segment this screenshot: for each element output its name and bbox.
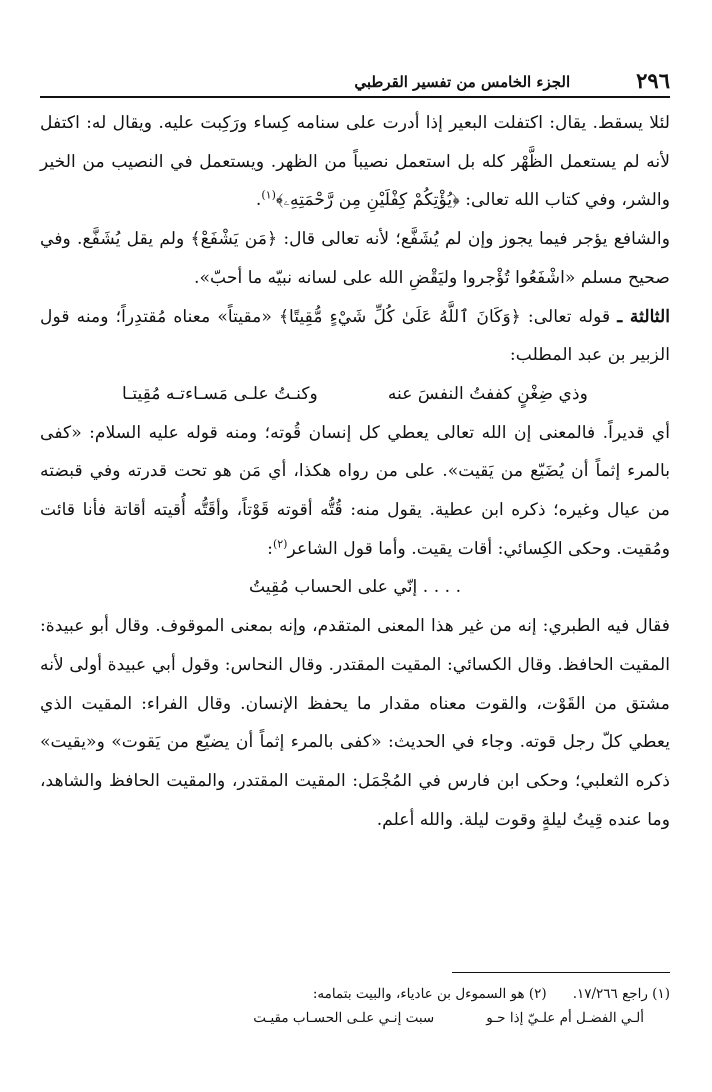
page-header (40, 64, 670, 98)
body-text (40, 104, 670, 839)
quran-quote-2: ﴿مَن يَشْفَعْ﴾ (190, 229, 278, 250)
paragraph-1-text: لئلا يسقط. يقال: اكتفلت البعير إذا أدرت على سنامه كِساء ورَكِبت عليه. ويقال له: اكتفل لأنه لم يستعمل الظَّهْر كله بل استعمل نصيباً من الظهر. ويستعمل في النصيب من الخير والشر، وفي كتاب الله تعالى: (40, 113, 670, 211)
quran-quote-1: ﴿يُؤْتِكُمْ كِفْلَيْنِ مِن رَّحْمَتِهِۦ﴾ (275, 190, 460, 211)
footnote-1: (١) راجع ١٧/٢٦٦. (572, 986, 670, 1002)
page-number: ٢٩٦ (636, 68, 670, 93)
paragraph-4 (40, 414, 670, 569)
paragraph-1-end: . (255, 190, 262, 211)
paragraph-1 (40, 104, 670, 220)
footnote-ref-1: (١) (261, 188, 276, 202)
footnote-ref-2: (٢) (272, 537, 288, 550)
footnote-2: (٢) هو السموءل بن عادياء، والبيت بتمامه: (312, 986, 547, 1002)
poetry-verse-1 (40, 375, 670, 414)
paragraph-2-text-a: والشافع يؤجر فيما يجوز وإن لم يُشَفَّع؛ لأنه تعالى قال: (283, 229, 670, 250)
paragraph-2-text-b: ولم يقل يُشَفَّع. وفي صحيح مسلم «اشْفَعُوا تُؤْجروا وليَقْضِ الله على لسانه نبيّه ما أحبّ». (40, 229, 670, 288)
footnote-verse-second: سبت إنـي علـى الحسـاب مقيـت (253, 1010, 435, 1026)
paragraph-4-end: : (267, 538, 273, 559)
verse-1-first-hemistich: وذي ضِغْنٍ كففتُ النفسَ عنه (387, 383, 588, 404)
footnotes (40, 982, 670, 1030)
footnote-verse (40, 1006, 670, 1030)
section-label-third: الثالثة ـ (617, 306, 670, 327)
footnote-verse-first: ألـي الفضـل أم علـيّ إذا حـو (486, 1010, 644, 1026)
paragraph-3 (40, 298, 670, 375)
footnote-row (40, 982, 670, 1006)
verse-1-second-hemistich: وكنـتُ علـى مَسـاءتـه مُقِيتـا (122, 383, 318, 404)
poetry-hemistich: . . . . إنّي على الحساب مُقِيتُ (248, 577, 462, 598)
paragraph-4-text: أي قديراً. فالمعنى إن الله تعالى يعطي كل إنسان قُوته؛ ومنه قوله عليه السلام: «كفى بالمرء إثماً أن يُضَيّع من يَقيت». على من رواه هكذا، أي مَن هو تحت قدرته وفي قبضته من عيال وغيره؛ ذكره ابن عطية. يقول منه: قُتُّه أقوته قَوْتاً، وأقَتُّه أُقيته أقاتة فأنا قائت ومُقيت. وحكى الكِسائي: أقات يقيت. وأما قول الشاعر (40, 422, 670, 559)
quran-quote-3: ﴿وَكَانَ ٱللَّهُ عَلَىٰ كُلِّ شَيْءٍ مُّقِيتًا﴾ (278, 306, 521, 327)
paragraph-3-text-b: «مقيتاً» معناه مُقتدِراً؛ ومنه قول الزبير بن عبد المطلب: (40, 306, 670, 366)
paragraph-5: فقال فيه الطبري: إنه من غير هذا المعنى المتقدم، وإنه بمعنى الموقوف. وقال أبو عبيدة: المقيت الحافظ. وقال الكسائي: المقيت المقتدر. وقال النحاس: وقول أبي عبيدة أولى لأنه مشتق من القَوْت، والقوت معناه مقدار ما يحفظ الإنسان. وقال الفراء: المقيت الذي يعطي كلّ رجل قوته. وجاء في الحديث: «كفى بالمرء إثماً أن يضيّع من يَقوت» و«يقيت» ذكره الثعلبي؛ وحكى ابن فارس في المُجْمَل: المقيت المقتدر، والمقيت الحافظ والشاهد، وما عنده قِيتُ ليلةٍ وقوت ليلة. والله أعلم. (40, 616, 670, 830)
paragraph-2 (40, 220, 670, 297)
footnote-divider (452, 972, 670, 973)
running-title: الجزء الخامس من تفسير القرطبي (354, 73, 571, 91)
paragraph-3-text-a: قوله تعالى: (527, 306, 611, 327)
